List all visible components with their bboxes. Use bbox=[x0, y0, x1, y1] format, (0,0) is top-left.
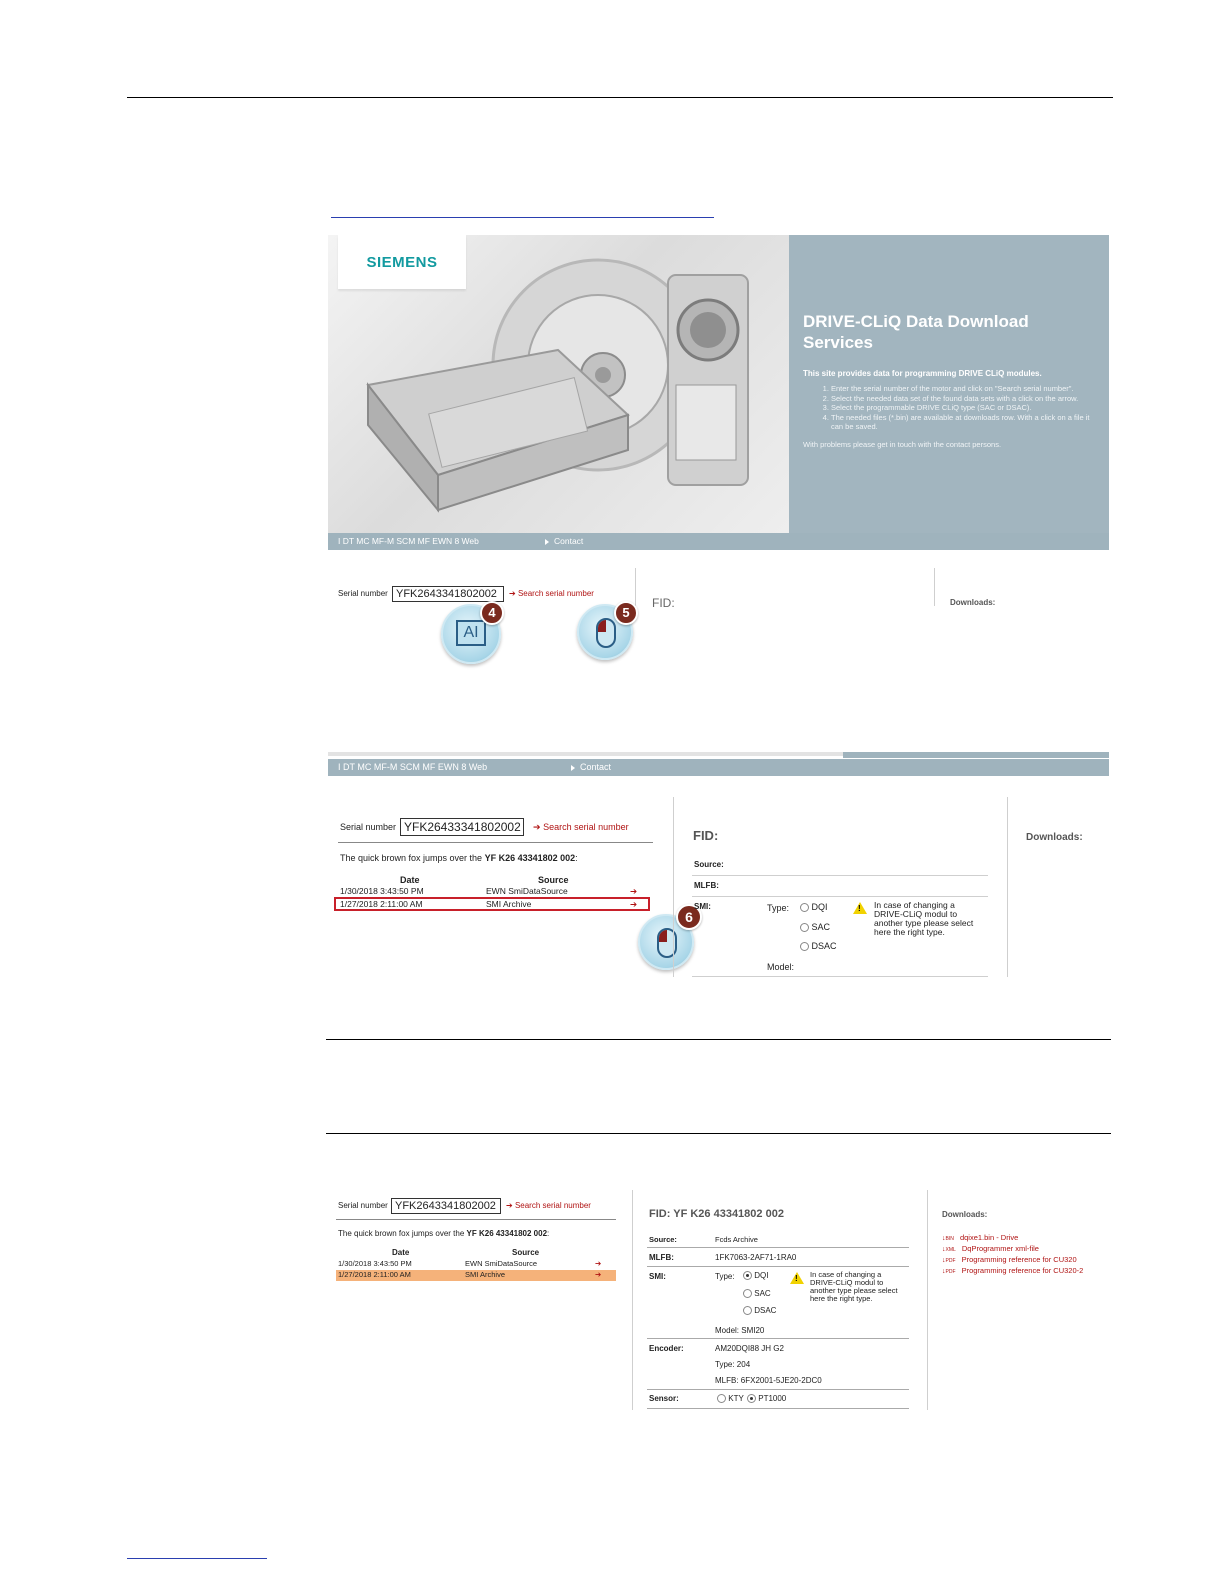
col-header-date: Date bbox=[392, 1248, 410, 1257]
nav-bar-1 bbox=[328, 533, 1109, 550]
search-serial-label: Search serial number bbox=[517, 589, 594, 598]
progress-strip-accent bbox=[843, 752, 1109, 758]
search-serial-button[interactable] bbox=[509, 589, 594, 598]
hero-info-panel bbox=[789, 235, 1109, 533]
ai-icon-text: AI bbox=[463, 624, 479, 641]
source-label: Source: bbox=[694, 860, 724, 869]
serial-number-input[interactable]: YFK2643341802002 bbox=[391, 1198, 501, 1214]
field-divider bbox=[647, 1408, 909, 1409]
sensor-label: Sensor: bbox=[649, 1394, 679, 1403]
hero-banner bbox=[328, 235, 1109, 533]
file-type-badge: BIN bbox=[945, 1236, 954, 1242]
hero-steps bbox=[831, 384, 1095, 432]
radio-button[interactable] bbox=[800, 923, 809, 932]
field-divider bbox=[647, 1338, 909, 1339]
nav-contact-link[interactable] bbox=[545, 533, 583, 550]
warning-icon: ! bbox=[790, 1272, 804, 1290]
table-row[interactable] bbox=[340, 886, 650, 897]
page-header-rule bbox=[127, 97, 1113, 98]
radio-sac[interactable] bbox=[800, 922, 830, 932]
radio-dqi[interactable] bbox=[800, 902, 828, 912]
col-header-source: Source bbox=[538, 875, 569, 885]
select-row-arrow-icon[interactable]: ➔ bbox=[595, 1270, 602, 1279]
result-text: The quick brown fox jumps over the YF K26 43341802 002: bbox=[338, 1229, 550, 1238]
radio-label: DQI bbox=[754, 1271, 769, 1280]
download-file-icon: ↓XML bbox=[942, 1246, 956, 1253]
nav-bar-2 bbox=[328, 759, 1109, 776]
hero-step: 1. Enter the serial number of the motor and click on "Search serial number". bbox=[831, 384, 1095, 394]
result-text-prefix: The quick brown fox jumps over the bbox=[340, 853, 483, 863]
fid-title: FID: YF K26 43341802 002 bbox=[649, 1208, 784, 1220]
mouse-left-button-icon bbox=[659, 930, 667, 942]
result-text-prefix: The quick brown fox jumps over the bbox=[338, 1229, 465, 1238]
fid-label: FID: bbox=[652, 596, 675, 610]
search-serial-button[interactable] bbox=[506, 1201, 591, 1210]
result-text-serial: YF K26 43341802 002 bbox=[466, 1229, 548, 1238]
col-header-date: Date bbox=[400, 875, 420, 885]
result-text-serial: YF K26 43341802 002 bbox=[484, 853, 576, 863]
progress-strip bbox=[328, 752, 843, 756]
arrow-right-icon: ➔ bbox=[506, 1201, 513, 1210]
mlfb-label: MLFB: bbox=[649, 1253, 674, 1262]
file-type-badge: XML bbox=[945, 1247, 956, 1253]
type-label: Type: bbox=[715, 1272, 735, 1281]
field-divider bbox=[692, 875, 988, 876]
select-row-arrow-icon[interactable]: ➔ bbox=[595, 1259, 602, 1268]
row-date: 1/27/2018 2:11:00 AM bbox=[340, 899, 423, 909]
file-type-badge: PDF bbox=[945, 1269, 956, 1275]
result-text: The quick brown fox jumps over the YF K26 43341802 002: bbox=[340, 853, 578, 863]
model-label: Model: bbox=[767, 962, 795, 972]
warning-icon: ! bbox=[853, 902, 867, 920]
arrow-right-icon: ➔ bbox=[533, 822, 541, 832]
radio-button[interactable] bbox=[800, 903, 809, 912]
column-divider bbox=[635, 568, 636, 606]
nav-org-label: I DT MC MF-M SCM MF EWN 8 Web bbox=[338, 536, 479, 546]
serial-number-label: Serial number bbox=[340, 822, 397, 832]
smi-label: SMI: bbox=[694, 902, 711, 911]
radio-kty[interactable] bbox=[717, 1394, 744, 1403]
download-link[interactable]: Programming reference for CU320-2 bbox=[961, 1266, 1084, 1275]
radio-button-selected[interactable] bbox=[747, 1394, 756, 1403]
radio-dqi[interactable] bbox=[743, 1271, 768, 1280]
footer-link-underline[interactable] bbox=[127, 1558, 267, 1559]
warning-text: In case of changing a DRIVE-CLiQ modul to another type please select here the right type. bbox=[810, 1270, 898, 1303]
radio-dsac[interactable] bbox=[743, 1306, 776, 1315]
radio-label: SAC bbox=[754, 1289, 771, 1298]
radio-label: KTY bbox=[728, 1394, 744, 1403]
download-link[interactable]: DqProgrammer xml-file bbox=[961, 1244, 1039, 1253]
serial-number-label: Serial number bbox=[338, 589, 388, 598]
radio-label: SAC bbox=[811, 922, 831, 932]
row-source: EWN SmiDataSource bbox=[465, 1259, 538, 1268]
table-row[interactable] bbox=[340, 899, 650, 910]
radio-sac[interactable] bbox=[743, 1289, 771, 1298]
column-divider bbox=[1007, 797, 1008, 977]
row-date: 1/30/2018 3:43:50 PM bbox=[340, 886, 424, 896]
field-divider bbox=[647, 1389, 909, 1390]
mlfb-label: MLFB: bbox=[694, 881, 719, 890]
field-divider bbox=[692, 976, 988, 977]
radio-label: DSAC bbox=[811, 941, 837, 951]
source-value: Fcds Archive bbox=[715, 1235, 758, 1244]
hero-step: 3. Select the programmable DRIVE CLiQ type (SAC or DSAC). bbox=[831, 403, 1095, 413]
search-serial-label: Search serial number bbox=[514, 1201, 591, 1210]
field-divider bbox=[692, 896, 988, 897]
downloads-label: Downloads: bbox=[942, 1210, 988, 1219]
downloads-label: Downloads: bbox=[1026, 832, 1083, 843]
download-file-icon: ↓PDF bbox=[942, 1257, 956, 1264]
warning-text: In case of changing a DRIVE-CLiQ modul to another type please select here the right type. bbox=[874, 900, 974, 937]
search-serial-label: Search serial number bbox=[543, 822, 629, 832]
siemens-logo bbox=[338, 235, 466, 289]
keyboard-input-icon bbox=[456, 620, 486, 646]
search-underline bbox=[338, 842, 653, 843]
table-row[interactable] bbox=[338, 1259, 616, 1270]
nav-contact-label: Contact bbox=[554, 536, 584, 546]
radio-label: PT1000 bbox=[758, 1394, 787, 1403]
encoder-type: Type: 204 bbox=[715, 1360, 751, 1369]
nav-org-label: I DT MC MF-M SCM MF EWN 8 Web bbox=[338, 762, 488, 772]
download-item[interactable] bbox=[942, 1265, 1083, 1278]
motor-photo bbox=[328, 235, 789, 533]
section-rule bbox=[326, 1039, 1111, 1040]
download-link[interactable]: dqixe1.bin - Drive bbox=[959, 1233, 1019, 1242]
row-date: 1/30/2018 3:43:50 PM bbox=[338, 1259, 412, 1268]
fid-label: FID: bbox=[693, 828, 719, 843]
field-divider bbox=[647, 1266, 909, 1267]
radio-button-selected[interactable] bbox=[743, 1271, 752, 1280]
select-row-arrow-icon[interactable]: ➔ bbox=[630, 886, 638, 896]
radio-dsac[interactable] bbox=[800, 941, 837, 951]
encoder-value: AM20DQI88 JH G2 bbox=[715, 1344, 784, 1353]
triangle-right-icon bbox=[571, 765, 575, 771]
radio-label: DQI bbox=[811, 902, 828, 912]
source-label: Source: bbox=[649, 1235, 677, 1244]
hero-step: 4. The needed files (*.bin) are available at downloads row. With a click on a file it can be saved. bbox=[831, 413, 1095, 432]
serial-number-input[interactable]: YFK26433341802002 bbox=[400, 818, 524, 836]
column-divider bbox=[632, 1190, 633, 1410]
serial-number-label: Serial number bbox=[338, 1201, 388, 1210]
hero-lead: This site provides data for programming DRIVE CLiQ modules. bbox=[803, 369, 1042, 378]
file-type-badge: PDF bbox=[945, 1258, 956, 1264]
row-source: SMI Archive bbox=[465, 1270, 506, 1279]
row-source: EWN SmiDataSource bbox=[486, 886, 568, 896]
radio-button[interactable] bbox=[743, 1289, 752, 1298]
radio-button[interactable] bbox=[800, 942, 809, 951]
siemens-logo-text: SIEMENS bbox=[366, 253, 438, 271]
step-badge-6: 6 bbox=[676, 904, 702, 930]
select-row-arrow-icon[interactable]: ➔ bbox=[630, 899, 638, 909]
download-link[interactable]: Programming reference for CU320 bbox=[961, 1255, 1077, 1264]
type-label: Type: bbox=[767, 903, 790, 913]
hero-title: DRIVE-CLiQ Data Download Services bbox=[803, 312, 1029, 352]
radio-button[interactable] bbox=[743, 1306, 752, 1315]
step-badge-4: 4 bbox=[480, 601, 504, 625]
encoder-label: Encoder: bbox=[649, 1344, 684, 1353]
search-underline bbox=[336, 1219, 616, 1220]
mouse-left-button-icon bbox=[598, 620, 606, 632]
triangle-right-icon bbox=[545, 539, 549, 545]
col-header-source: Source bbox=[512, 1248, 540, 1257]
download-file-icon: ↓PDF bbox=[942, 1268, 956, 1275]
nav-contact-link[interactable] bbox=[571, 759, 611, 776]
nav-contact-label: Contact bbox=[580, 762, 612, 772]
serial-number-input[interactable]: YFK2643341802002 bbox=[392, 586, 504, 602]
column-divider bbox=[927, 1190, 928, 1410]
radio-button[interactable] bbox=[717, 1394, 726, 1403]
column-divider bbox=[673, 797, 674, 977]
radio-label: DSAC bbox=[754, 1306, 777, 1315]
smi-label: SMI: bbox=[649, 1272, 666, 1281]
search-serial-button[interactable] bbox=[533, 822, 629, 833]
radio-pt1000[interactable] bbox=[747, 1394, 786, 1403]
download-file-icon: ↓BIN bbox=[942, 1235, 954, 1242]
arrow-right-icon: ➔ bbox=[509, 589, 516, 598]
table-row-selected[interactable] bbox=[336, 1270, 616, 1281]
encoder-mlfb: MLFB: 6FX2001-5JE20-2DC0 bbox=[715, 1376, 822, 1385]
hero-step: 2. Select the needed data set of the found data sets with a click on the arrow. bbox=[831, 394, 1095, 404]
row-date: 1/27/2018 2:11:00 AM bbox=[338, 1270, 411, 1279]
downloads-label: Downloads: bbox=[950, 598, 996, 607]
row-source: SMI Archive bbox=[486, 899, 532, 909]
hyperlink-underline[interactable] bbox=[331, 217, 714, 218]
section-rule bbox=[326, 1133, 1111, 1134]
field-divider bbox=[647, 1247, 909, 1248]
hero-contact-note: With problems please get in touch with the contact persons. bbox=[803, 439, 1002, 449]
column-divider bbox=[934, 568, 935, 606]
mlfb-value: 1FK7063-2AF71-1RA0 bbox=[715, 1253, 797, 1262]
model-text: Model: SMI20 bbox=[715, 1326, 765, 1335]
step-badge-5: 5 bbox=[614, 601, 638, 625]
